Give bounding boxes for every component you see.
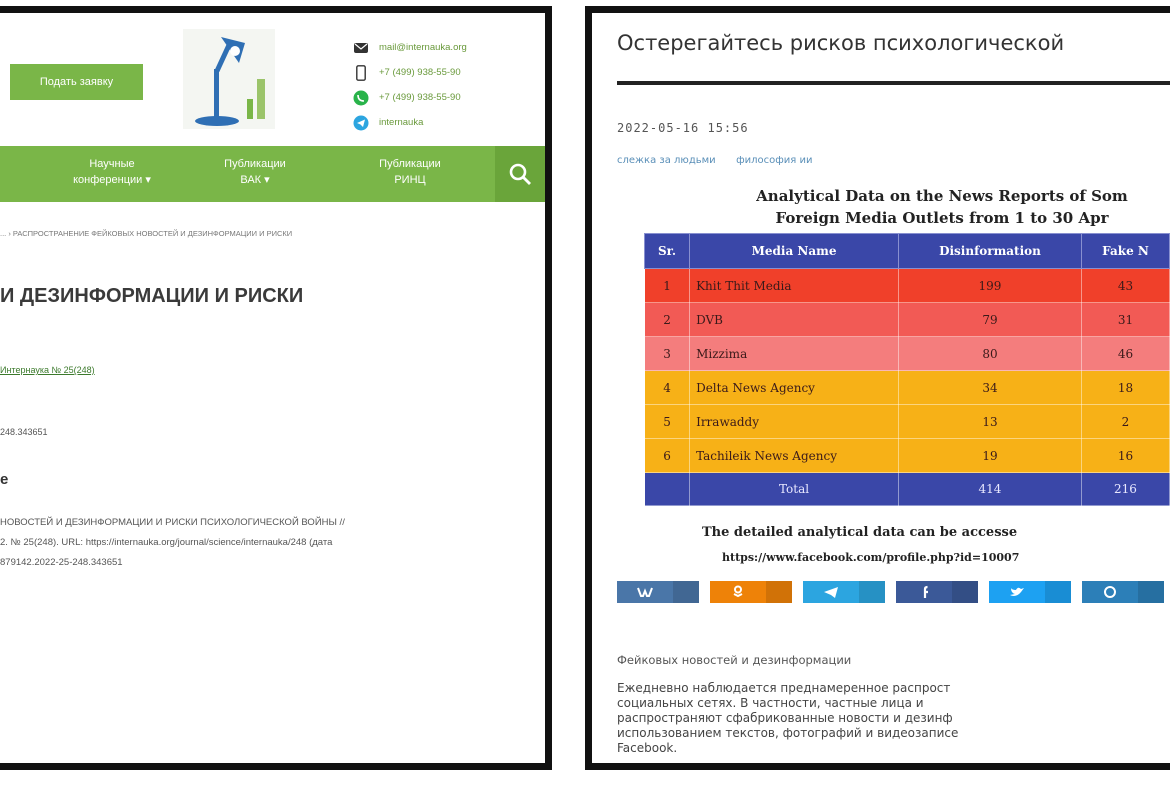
- page-title: И ДЕЗИНФОРМАЦИИ И РИСКИ: [0, 285, 304, 307]
- ok-share-button[interactable]: [710, 581, 792, 603]
- submit-request-button[interactable]: Подать заявку: [10, 64, 143, 100]
- left-screenshot-panel: [0, 6, 552, 770]
- share-count: [859, 581, 885, 603]
- viber-icon: [1082, 581, 1138, 603]
- cell-fake-news: 18: [1081, 371, 1169, 405]
- facebook-icon: [896, 581, 952, 603]
- cell-disinformation: 34: [898, 371, 1081, 405]
- table-header-disinformation: Disinformation: [898, 234, 1081, 269]
- cell-fake-news: 2: [1081, 405, 1169, 439]
- doi-value: 248.343651: [0, 427, 48, 437]
- nav-vak-publications[interactable]: Публикации ВАК ▾: [224, 158, 286, 186]
- phone-icon: [353, 65, 369, 81]
- telegram-share-button[interactable]: [803, 581, 885, 603]
- cell-media-name: Mizzima: [690, 337, 899, 371]
- media-disinformation-table: [644, 233, 1170, 506]
- desk-lamp-illustration: [183, 29, 275, 129]
- tag-link[interactable]: слежка за людьми: [617, 155, 716, 166]
- right-screenshot-panel: [585, 6, 1170, 770]
- cell-total-disinformation: 414: [898, 473, 1081, 506]
- telegram-icon: [803, 581, 859, 603]
- cell-disinformation: 80: [898, 337, 1081, 371]
- cell-fake-news: 31: [1081, 303, 1169, 337]
- cell-fake-news: 43: [1081, 269, 1169, 303]
- search-button[interactable]: [495, 146, 545, 202]
- share-count: [766, 581, 792, 603]
- share-count: [673, 581, 699, 603]
- cell-disinformation: 199: [898, 269, 1081, 303]
- twitter-share-button[interactable]: [989, 581, 1071, 603]
- article-tags: [617, 155, 812, 166]
- cell-media-name: Khit Thit Media: [690, 269, 899, 303]
- nav-conferences[interactable]: Научные конференции ▾: [73, 158, 151, 186]
- table-header-media-name: Media Name: [690, 234, 899, 269]
- citation-heading: е: [0, 471, 9, 488]
- cell-media-name: DVB: [690, 303, 899, 337]
- cell-total-blank: [645, 473, 690, 506]
- facebook-url[interactable]: https://www.facebook.com/profile.php?id=10007: [722, 551, 1020, 564]
- cell-total-fake-news: 216: [1081, 473, 1169, 506]
- cell-sr: 4: [645, 371, 690, 405]
- table-row: [645, 439, 1170, 473]
- tag-link[interactable]: философия ии: [736, 155, 813, 166]
- cell-fake-news: 46: [1081, 337, 1169, 371]
- table-row: [645, 405, 1170, 439]
- table-title: Analytical Data on the News Reports of Som Foreign Media Outlets from 1 to 30 Apr: [756, 187, 1128, 227]
- cell-disinformation: 79: [898, 303, 1081, 337]
- cell-sr: 1: [645, 269, 690, 303]
- contact-telegram[interactable]: internauka: [353, 110, 543, 135]
- vk-icon: [617, 581, 673, 603]
- cell-sr: 2: [645, 303, 690, 337]
- cell-fake-news: 16: [1081, 439, 1169, 473]
- table-row: [645, 303, 1170, 337]
- table-row: [645, 371, 1170, 405]
- cell-media-name: Tachileik News Agency: [690, 439, 899, 473]
- title-divider: [617, 81, 1170, 85]
- facebook-share-button[interactable]: [896, 581, 978, 603]
- cell-sr: 6: [645, 439, 690, 473]
- ok-icon: [710, 581, 766, 603]
- viber-share-button[interactable]: [1082, 581, 1164, 603]
- main-nav: [0, 146, 545, 202]
- journal-issue-link[interactable]: Интернаука № 25(248): [0, 365, 95, 375]
- share-count: [1045, 581, 1071, 603]
- contact-whatsapp[interactable]: +7 (499) 938-55-90: [353, 85, 543, 110]
- site-header: [0, 13, 545, 145]
- whatsapp-icon: [353, 90, 369, 106]
- search-icon: [508, 162, 532, 186]
- contact-email[interactable]: mail@internauka.org: [353, 35, 543, 60]
- nav-rinc-publications[interactable]: Публикации РИНЦ: [379, 158, 441, 186]
- article-title: Остерегайтесь рисков психологической: [617, 31, 1065, 55]
- contact-phone[interactable]: +7 (499) 938-55-90: [353, 60, 543, 85]
- cell-disinformation: 19: [898, 439, 1081, 473]
- cell-total-label: Total: [690, 473, 899, 506]
- article-date: 2022-05-16 15:56: [617, 121, 749, 135]
- citation-text: НОВОСТЕЙ И ДЕЗИНФОРМАЦИИ И РИСКИ ПСИХОЛОГИЧЕСКОЙ ВОЙНЫ // 2. № 25(248). URL: https://internauka.org/journal/science/internauka/248 (дата 879142.2022-25-248.343651: [0, 517, 345, 568]
- table-header-sr: Sr.: [645, 234, 690, 269]
- twitter-icon: [989, 581, 1045, 603]
- cell-media-name: Irrawaddy: [690, 405, 899, 439]
- cell-media-name: Delta News Agency: [690, 371, 899, 405]
- access-note: The detailed analytical data can be accesse: [702, 525, 1018, 540]
- cell-sr: 5: [645, 405, 690, 439]
- vk-share-button[interactable]: [617, 581, 699, 603]
- cell-sr: 3: [645, 337, 690, 371]
- contacts-list: [353, 35, 543, 135]
- mail-icon: [353, 40, 369, 56]
- section-heading: Фейковых новостей и дезинформации: [617, 653, 852, 667]
- cell-disinformation: 13: [898, 405, 1081, 439]
- share-count: [952, 581, 978, 603]
- telegram-icon: [353, 115, 369, 131]
- table-header-fake-news: Fake N: [1081, 234, 1169, 269]
- table-row: [645, 269, 1170, 303]
- article-body: Ежедневно наблюдается преднамеренное распрост социальных сетях. В частности, частные лица и распространяют сфабрикованные новости и дезинф использованием текстов, фотографий и видеозаписе Facebook.: [617, 681, 959, 755]
- share-count: [1138, 581, 1164, 603]
- table-row: [645, 337, 1170, 371]
- table-total-row: [645, 473, 1170, 506]
- breadcrumb: ... › РАСПРОСТРАНЕНИЕ ФЕЙКОВЫХ НОВОСТЕЙ И ДЕЗИНФОРМАЦИИ И РИСКИ: [0, 229, 293, 238]
